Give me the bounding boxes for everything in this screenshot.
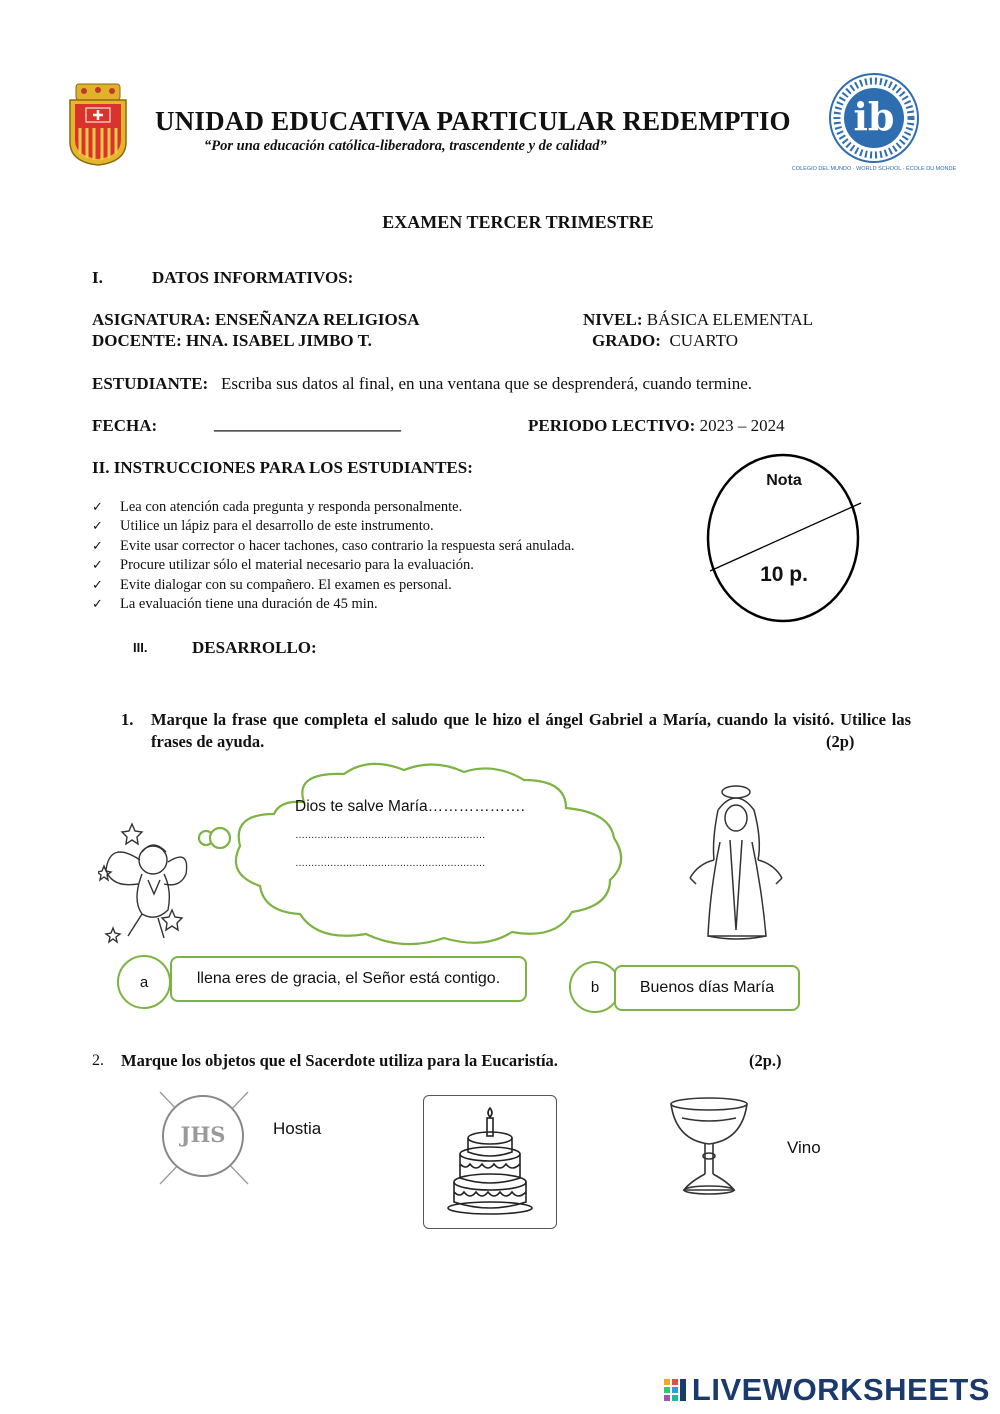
liveworksheets-logo [662, 1372, 990, 1408]
host-label: Hostia [273, 1119, 322, 1138]
school-motto: “Por una educación católica-liberadora, trascendente y de calidad” [204, 138, 607, 154]
list-item: ✓ Evite dialogar con su compañero. El examen es personal. [92, 576, 575, 595]
check-icon: ✓ [92, 577, 103, 593]
estudiante-field [92, 374, 752, 394]
docente-field [92, 331, 372, 351]
section-3-number: III. [133, 640, 148, 655]
option-b-text: Buenos días María [639, 979, 775, 996]
cake-option[interactable] [423, 1095, 557, 1229]
q1-number: 1. [121, 710, 134, 729]
option-a-marker[interactable] [117, 955, 171, 1009]
q2-text: Marque los objetos que el Sacerdote utiliza para la Eucaristía. [121, 1051, 558, 1070]
section-1-number: I. [92, 268, 103, 287]
instructions-list [92, 498, 575, 614]
liveworksheets-brand: LIVEWORKSHEETS [691, 1372, 990, 1407]
estudiante-text: Escriba sus datos al final, en una ventana que se desprenderá, cuando termine. [220, 374, 753, 393]
thought-cloud [194, 762, 638, 952]
check-icon: ✓ [92, 519, 103, 535]
option-a-box[interactable] [170, 956, 527, 1002]
grade-total: 10 p. [760, 563, 808, 586]
periodo-value: 2023 – 2024 [699, 416, 785, 435]
nivel-field [583, 310, 813, 330]
host-jhs-mark: JHS [180, 1122, 226, 1147]
asignatura-value: ENSEÑANZA RELIGIOSA [214, 310, 420, 329]
virgin-mary-illustration [684, 780, 788, 942]
chalice-option[interactable] [668, 1094, 750, 1196]
cloud-answer-line-3[interactable]: …………………………………………………… [295, 858, 485, 869]
docente-label: DOCENTE: [92, 331, 182, 350]
list-item: ✓ Lea con atención cada pregunta y responda personalmente. [92, 498, 575, 517]
section-1-title: DATOS INFORMATIVOS: [152, 268, 354, 287]
option-b-box[interactable] [614, 965, 800, 1011]
estudiante-label: ESTUDIANTE: [92, 374, 209, 393]
q1-points: (2p) [826, 732, 855, 751]
ib-world-school-logo [791, 72, 957, 172]
option-b-letter: b [590, 978, 600, 996]
check-icon: ✓ [92, 538, 103, 554]
grado-label: GRADO: [592, 331, 661, 350]
option-a-text: llena eres de gracia, el Señor está contigo. [196, 970, 501, 987]
list-item: ✓ Evite usar corrector o hacer tachones, caso contrario la respuesta será anulada. [92, 537, 575, 556]
grado-field [592, 331, 738, 351]
fecha-input-line[interactable]: ______________________ [214, 414, 401, 433]
fecha-label: FECHA: [92, 416, 158, 435]
cloud-line-1: Dios te salve María………………. [295, 798, 525, 815]
wine-label: Vino [787, 1138, 821, 1157]
check-icon: ✓ [92, 597, 103, 613]
school-crest [66, 82, 130, 166]
asignatura-field [92, 310, 419, 330]
chalice-icon [668, 1094, 750, 1196]
nivel-label: NIVEL: [583, 310, 643, 329]
q2-points: (2p.) [749, 1051, 782, 1070]
check-icon: ✓ [92, 500, 103, 515]
angel-illustration [98, 818, 192, 948]
grado-value: CUARTO [669, 331, 739, 350]
asignatura-label: ASIGNATURA: [92, 310, 211, 329]
ib-ring-text: COLEGIO DEL MUNDO · WORLD SCHOOL · ÉCOLE DU MONDE [791, 166, 957, 172]
school-name: UNIDAD EDUCATIVA PARTICULAR REDEMPTIO [155, 106, 791, 136]
list-item: ✓ Procure utilizar sólo el material necesario para la evaluación. [92, 556, 575, 575]
periodo-label: PERIODO LECTIVO: [528, 416, 696, 435]
exam-title: EXAMEN TERCER TRIMESTRE [382, 212, 654, 232]
section-2-title: II. INSTRUCCIONES PARA LOS ESTUDIANTES: [92, 458, 473, 477]
check-icon: ✓ [92, 558, 103, 574]
nivel-value: BÁSICA ELEMENTAL [646, 310, 814, 329]
option-a-letter: a [139, 973, 149, 991]
section-3-title: DESARROLLO: [192, 638, 317, 657]
list-item: ✓ Utilice un lápiz para el desarrollo de este instrumento. [92, 517, 575, 536]
host-option[interactable] [156, 1090, 252, 1186]
ib-logo-text: ib [853, 94, 895, 139]
cloud-answer-line-2[interactable]: …………………………………………………… [295, 830, 485, 841]
cake-icon [424, 1096, 555, 1227]
grade-circle [706, 453, 862, 623]
q2-number: 2. [92, 1052, 104, 1069]
docente-value: HNA. ISABEL JIMBO T. [185, 331, 372, 350]
list-item: ✓ La evaluación tiene una duración de 45 min. [92, 595, 575, 614]
grade-label: Nota [766, 472, 802, 489]
liveworksheets-icon [662, 1377, 688, 1403]
q1-text: Marque la frase que completa el saludo que le hizo el ángel Gabriel a María, cuando la visitó. Utilice las frases de ayuda. [151, 710, 911, 751]
periodo-field [528, 416, 785, 436]
